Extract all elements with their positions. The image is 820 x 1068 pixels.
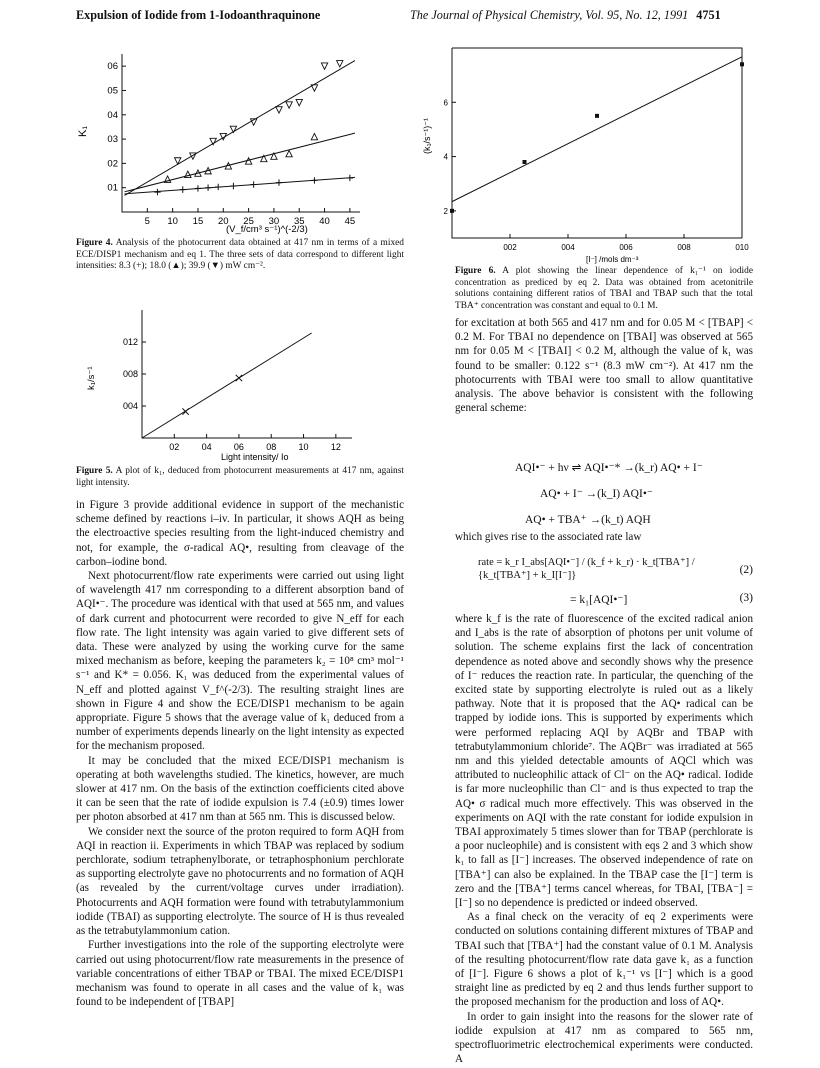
equation-3 bbox=[570, 592, 753, 606]
data-point bbox=[337, 61, 343, 67]
equation-2 bbox=[478, 556, 753, 582]
running-head: Expulsion of Iodide from 1-Iodoanthraquinone bbox=[76, 8, 321, 22]
fit-line bbox=[125, 61, 355, 196]
y-tick-label: 03 bbox=[107, 134, 118, 146]
left-paragraph-4: We consider next the source of the proton required to form AQH from AQI in reaction ii. Experiments in which TBAP was replaced by sodium perchlorate, sodium tetraphenylborate, or tetraphosphonium perchlorate as supporting electrolyte gave no photocurrents and no formation of AQH (as revealed by the current/voltage curves under irradiation). Photocurrents and AQH formation were found with tetrabutylammonium iodide (TBAI) as supporting electrolyte. The source of H is thus revealed as the tetrabutylammonium cation. bbox=[76, 825, 404, 938]
data-point bbox=[230, 126, 236, 132]
x-tick-label: 40 bbox=[319, 216, 330, 227]
fit-line bbox=[125, 133, 355, 192]
x-tick-label: 02 bbox=[169, 442, 180, 452]
y-tick-label: 012 bbox=[122, 337, 138, 347]
axes bbox=[122, 54, 360, 212]
y-tick-label: 2 bbox=[443, 206, 448, 216]
data-point bbox=[523, 160, 527, 164]
data-point bbox=[595, 114, 599, 118]
data-point bbox=[180, 186, 186, 192]
data-point bbox=[182, 408, 188, 414]
data-point bbox=[286, 102, 292, 108]
figure-4-caption bbox=[76, 238, 404, 273]
equation-2-body: rate = k_r I_abs[AQI•⁻] / (k_f + k_r) · k_t[TBA⁺] / {k_t[TBA⁺] + k_I[I⁻]} bbox=[478, 557, 695, 581]
figure-5-chart bbox=[76, 302, 376, 467]
data-point bbox=[190, 153, 196, 159]
data-point bbox=[276, 107, 282, 113]
x-tick-label: 15 bbox=[192, 216, 204, 227]
y-tick-label: 05 bbox=[107, 85, 118, 97]
y-tick-label: 06 bbox=[107, 61, 118, 73]
x-tick-label: 20 bbox=[217, 216, 229, 227]
equation-3-body: = k₁[AQI•⁻] bbox=[570, 594, 628, 606]
page-number: 4751 bbox=[696, 8, 721, 22]
scheme-line-1: AQI•⁻ + hν ⇌ AQI•⁻* →(k_r) AQ• + I⁻ bbox=[515, 462, 703, 474]
fit-line bbox=[125, 177, 355, 193]
data-point bbox=[347, 175, 353, 181]
data-point bbox=[215, 184, 221, 190]
data-point bbox=[311, 133, 317, 139]
right-paragraph-3: where k_f is the rate of fluorescence of the excited radical anion and I_abs is the rate of absorption of photons per unit volume of solution. The scheme explains first the lack of concentration dependence as noted above and secondly shows why the presence of I⁻ reduces the reaction rate. In particular, the quenching of the excited state by supporting electrolyte is ruled out as a likely pathway. Note that it is proposed that the AQ• radical can be trapped by iodide ions. This is supported by experiments which were performed replacing AQI by AQBr and TBAP with tetrabutylammonium chloride⁷. The AQBr⁻ was irradiated at 565 nm and this yielded detectable amounts of AQCl which was attributed to nucleophilic attack of Cl⁻ on the AQ• radical. Iodide is far more nucleophilic than Cl⁻ and is thus expected to trap the AQ• σ radical much more effectively. This was observed in the experiments on AQI with the rate constant for iodide expulsion in TBAI approximately 5 times slower than for TBAP (perchlorate is a poor nucleophile) and is consistent with eqs 2 and 3 which show k₁ to fall as [I⁻] increases. The observed independence of rate on [TBA⁺] can also be explained. In the TBAP case the [I⁻] term is zero and the [TBA⁺] terms cancel whereas, for TBAI, [TBA⁻] = [I⁻] so no dependence is predicted or indeed observed. bbox=[455, 613, 753, 910]
right-column-bottom bbox=[455, 612, 753, 1067]
x-tick-label: 010 bbox=[735, 243, 749, 252]
x-tick-label: 30 bbox=[268, 216, 280, 227]
data-point bbox=[205, 184, 211, 190]
x-tick-label: 10 bbox=[298, 442, 309, 452]
x-tick-label: 002 bbox=[503, 243, 517, 252]
x-tick-label: 35 bbox=[293, 216, 305, 227]
y-tick-label: 008 bbox=[122, 369, 138, 379]
equation-2-number: (2) bbox=[739, 564, 753, 576]
data-point bbox=[250, 181, 256, 187]
data-point bbox=[321, 63, 327, 69]
data-point bbox=[286, 150, 292, 156]
fit-line bbox=[452, 57, 742, 202]
data-point bbox=[311, 85, 317, 91]
data-point bbox=[164, 176, 170, 182]
fit-line bbox=[142, 333, 312, 438]
right-paragraph-5: In order to gain insight into the reasons for the slower rate of iodide expulsion at 417 nm as compared to 565 nm, spectrofluorimetric electrochemical experiments were conducted. A bbox=[455, 1010, 753, 1066]
y-tick-label: 004 bbox=[122, 401, 138, 411]
figure-4-chart bbox=[76, 42, 376, 237]
y-tick-label: 04 bbox=[107, 109, 118, 121]
figure-5-label: Figure 5. bbox=[76, 466, 113, 476]
y-tick-label: 4 bbox=[443, 152, 448, 162]
x-tick-label: 5 bbox=[144, 216, 150, 227]
figure-6-caption bbox=[455, 266, 753, 312]
x-tick-label: 45 bbox=[344, 216, 356, 227]
figure-6-chart bbox=[418, 36, 758, 266]
data-point bbox=[261, 155, 267, 161]
x-tick-label: 008 bbox=[677, 243, 691, 252]
figure-6-xlabel: [I⁻] /mols dm⁻³ bbox=[586, 255, 639, 264]
left-paragraph-3: It may be concluded that the mixed ECE/DISP1 mechanism is operating at both wavelengths studied. The kinetics, however, are much slower at 417 nm. On the basis of the extinction coefficients cited above it can be seen that the rate of iodide expulsion is 7.4 (±0.9) times lower per photon absorbed at 417 nm than at 565 nm. This is discussed below. bbox=[76, 754, 404, 824]
equation-3-number: (3) bbox=[739, 592, 753, 604]
data-point bbox=[195, 185, 201, 191]
data-point bbox=[230, 183, 236, 189]
data-point bbox=[154, 189, 160, 195]
left-column-text bbox=[76, 498, 404, 1009]
x-tick-label: 04 bbox=[201, 442, 212, 452]
data-point bbox=[740, 62, 744, 66]
figure-5-xlabel: Light intensity/ Io bbox=[221, 452, 289, 462]
data-point bbox=[311, 177, 317, 183]
journal-name: The Journal of Physical Chemistry, Vol. 95, No. 12, 1991 bbox=[410, 8, 689, 22]
x-tick-label: 12 bbox=[330, 442, 341, 452]
scheme-line-3: AQ• + TBA⁺ →(k_t) AQH bbox=[525, 514, 651, 526]
x-tick-label: 10 bbox=[167, 216, 178, 227]
data-point bbox=[296, 99, 302, 105]
right-paragraph-4: As a final check on the veracity of eq 2 experiments were conducted on solutions containing different mixtures of TBAP and TBAI such that [TBA⁺] had the constant value of 0.1 M. Analysis of the resulting photocurrent/flow rate data gave k₁ as a function of [I⁻]. Figure 6 shows a plot of k₁⁻¹ vs [I⁻] which is a good straight line as predicted by eq 2 and thus lends further support to the proposed mechanism for the production and loss of AQ•. bbox=[455, 911, 753, 1009]
x-tick-label: 06 bbox=[233, 442, 244, 452]
figure-6-ylabel: (k₁/s⁻¹)⁻¹ bbox=[422, 117, 432, 154]
figure-6-caption-text: A plot showing the linear dependence of k₁⁻¹ on iodide concentration as prediced by eq 2. Data was obtained from acetonitrile solutions containing different ratios of TBAI and TBAP such that the total TBA⁺ concentration was constant and equal to 0.1 M. bbox=[455, 266, 754, 311]
x-tick-label: 25 bbox=[243, 216, 254, 227]
data-point bbox=[185, 171, 191, 177]
axes bbox=[452, 48, 742, 238]
data-point bbox=[450, 209, 454, 213]
data-point bbox=[236, 375, 242, 381]
data-point bbox=[210, 138, 216, 144]
y-tick-label: 02 bbox=[107, 158, 118, 170]
figure-5-caption-text: A plot of k₁, deduced from photocurrent measurements at 417 nm, against light intensity. bbox=[76, 466, 404, 488]
scheme-line-2: AQ• + I⁻ →(k_I) AQI•⁻ bbox=[540, 488, 653, 500]
x-tick-label: 08 bbox=[266, 442, 277, 452]
left-paragraph-2: Next photocurrent/flow rate experiments were carried out using light of wavelength 417 nm corresponding to a different absorption band of AQI•⁻. The procedure was identical with that used at 565 nm, and values of dark current and photocurrent were recorded to give N_eff for each flow rate. The light intensity was again varied to give different sets of data. These were analyzed by using the working curve for the same mixed mechanism as before, keeping the parameters k₂ = 10⁸ cm³ mol⁻¹ s⁻¹ and K* = 0.056. K₁ was deduced from the experimental values of N_eff and plotted against V_f^(-2/3). The resulting straight lines are shown in Figure 4 and show the ECE/DISP1 mechanism to be again appropriate. Figure 5 shows that the average value of k₁ deduced from a number of experiments depends linearly on the light intensity as expected for the mechanism proposed. bbox=[76, 570, 404, 753]
right-text-rate-law: which gives rise to the associated rate law bbox=[455, 531, 642, 543]
figure-4-xlabel: (V_f/cm³ s⁻¹)^(-2/3) bbox=[226, 224, 308, 235]
y-tick-label: 6 bbox=[443, 98, 448, 108]
x-tick-label: 004 bbox=[561, 243, 575, 252]
frame bbox=[452, 48, 742, 238]
figure-5-caption bbox=[76, 466, 404, 489]
figure-6-label: Figure 6. bbox=[455, 266, 496, 276]
x-tick-label: 006 bbox=[619, 243, 633, 252]
left-paragraph-1: in Figure 3 provide additional evidence in support of the mechanistic scheme defined by reactions i–iv. In particular, it shows AQH as being the electroactive species resulting from the light-induced chemistry and not, for example, the σ-radical AQ•, resulting from cleavage of the carbon–iodine bond. bbox=[76, 499, 404, 568]
right-column-top bbox=[455, 316, 753, 415]
figure-4-caption-text: Analysis of the photocurrent data obtained at 417 nm in terms of a mixed ECE/DISP1 mechanism and eq 1. The three sets of data correspond to different light intensities: 8.3 (+); 18.0 (▲); 39.9 (▼) mW cm⁻². bbox=[76, 238, 404, 272]
journal-citation bbox=[410, 8, 721, 23]
figure-4-ylabel: K₁ bbox=[77, 125, 89, 137]
figure-4-label: Figure 4. bbox=[76, 238, 113, 248]
left-paragraph-5: Further investigations into the role of the supporting electrolyte were carried out using photocurrent/flow rate measurements in the presence of variable concentrations of either TBAP or TBAI. The mixed ECE/DISP1 mechanism was found to operate in all cases and the value of k₁ was found to be independent of [TBAP] bbox=[76, 939, 404, 1009]
y-tick-label: 01 bbox=[107, 182, 118, 194]
figure-5-ylabel: k₁/s⁻¹ bbox=[86, 366, 97, 390]
right-paragraph-1: for excitation at both 565 and 417 nm and for 0.05 M < [TBAP] < 0.2 M. For TBAI no dependence on [TBAI] was observed at 565 nm for 0.05 M < [TBAI] < 0.2 M, although the value of k₁ was found to be smaller: 0.122 s⁻¹ (8.3 mW cm⁻²). At 417 nm the photocurrents with TBAI were too small to allow quantitative analysis. The above behavior is consistent with the following general scheme: bbox=[455, 317, 753, 415]
data-point bbox=[276, 179, 282, 185]
